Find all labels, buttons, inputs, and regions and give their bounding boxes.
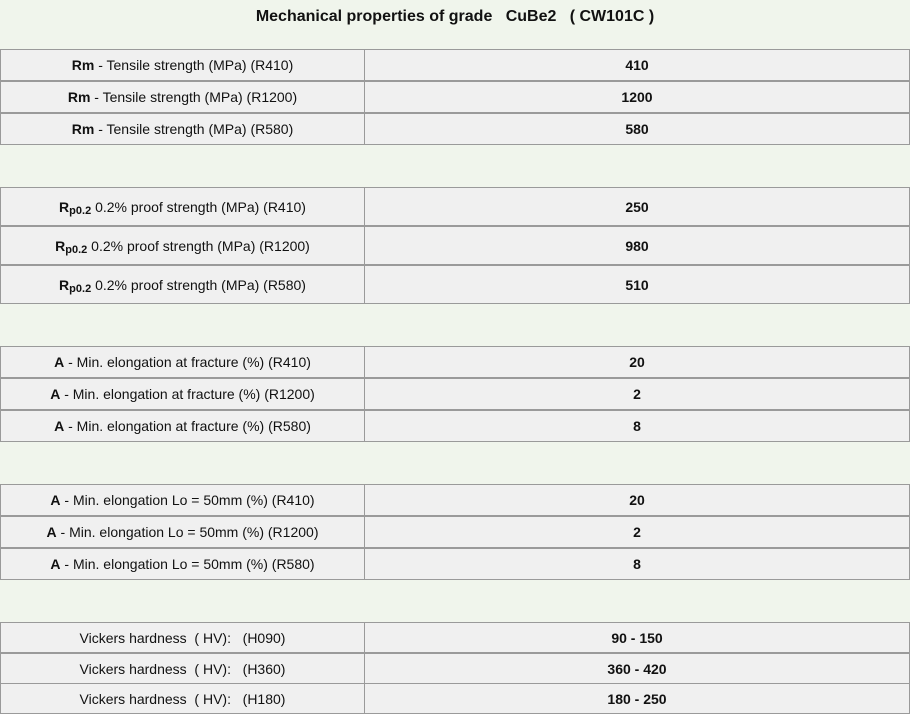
property-value: 180 - 250 [364, 683, 910, 714]
property-label: A - Min. elongation at fracture (%) (R580) [0, 410, 365, 442]
table-row [0, 548, 910, 580]
property-value: 980 [364, 226, 910, 265]
table-row [0, 622, 910, 653]
table-row [0, 113, 910, 145]
property-label: R p0.2 0.2% proof strength (MPa) (R410) [0, 187, 365, 226]
property-value: 20 [364, 346, 910, 378]
property-label: R p0.2 0.2% proof strength (MPa) (R580) [0, 265, 365, 304]
table-row [0, 378, 910, 410]
property-value: 2 [364, 516, 910, 548]
property-value: 360 - 420 [364, 653, 910, 684]
property-value: 1200 [364, 81, 910, 113]
table-row [0, 265, 910, 304]
property-value: 2 [364, 378, 910, 410]
property-label: Vickers hardness ( HV): (H090) [0, 622, 365, 653]
table-row [0, 484, 910, 516]
title-grade: CuBe2 [505, 8, 557, 25]
table-row [0, 81, 910, 113]
table-row [0, 516, 910, 548]
property-label: R p0.2 0.2% proof strength (MPa) (R1200) [0, 226, 365, 265]
title-prefix: Mechanical properties of grade [255, 8, 493, 25]
table-row [0, 410, 910, 442]
property-label: A - Min. elongation at fracture (%) (R410) [0, 346, 365, 378]
property-value: 410 [364, 49, 910, 81]
property-label: Vickers hardness ( HV): (H360) [0, 653, 365, 684]
property-label: A - Min. elongation Lo = 50mm (%) (R580) [0, 548, 365, 580]
property-label: Rm - Tensile strength (MPa) (R1200) [0, 81, 365, 113]
title-designation: ( CW101C ) [569, 8, 655, 25]
property-value: 90 - 150 [364, 622, 910, 653]
table-row [0, 683, 910, 714]
property-label: A - Min. elongation Lo = 50mm (%) (R410) [0, 484, 365, 516]
property-label: A - Min. elongation Lo = 50mm (%) (R1200) [0, 516, 365, 548]
page-title [0, 6, 910, 28]
table-row [0, 653, 910, 684]
table-row [0, 49, 910, 81]
table-row [0, 187, 910, 226]
property-value: 580 [364, 113, 910, 145]
property-label: A - Min. elongation at fracture (%) (R1200) [0, 378, 365, 410]
property-label: Rm - Tensile strength (MPa) (R410) [0, 49, 365, 81]
table-row [0, 346, 910, 378]
property-value: 8 [364, 548, 910, 580]
property-label: Vickers hardness ( HV): (H180) [0, 683, 365, 714]
property-value: 510 [364, 265, 910, 304]
table-row [0, 226, 910, 265]
property-value: 8 [364, 410, 910, 442]
property-label: Rm - Tensile strength (MPa) (R580) [0, 113, 365, 145]
property-value: 20 [364, 484, 910, 516]
property-value: 250 [364, 187, 910, 226]
